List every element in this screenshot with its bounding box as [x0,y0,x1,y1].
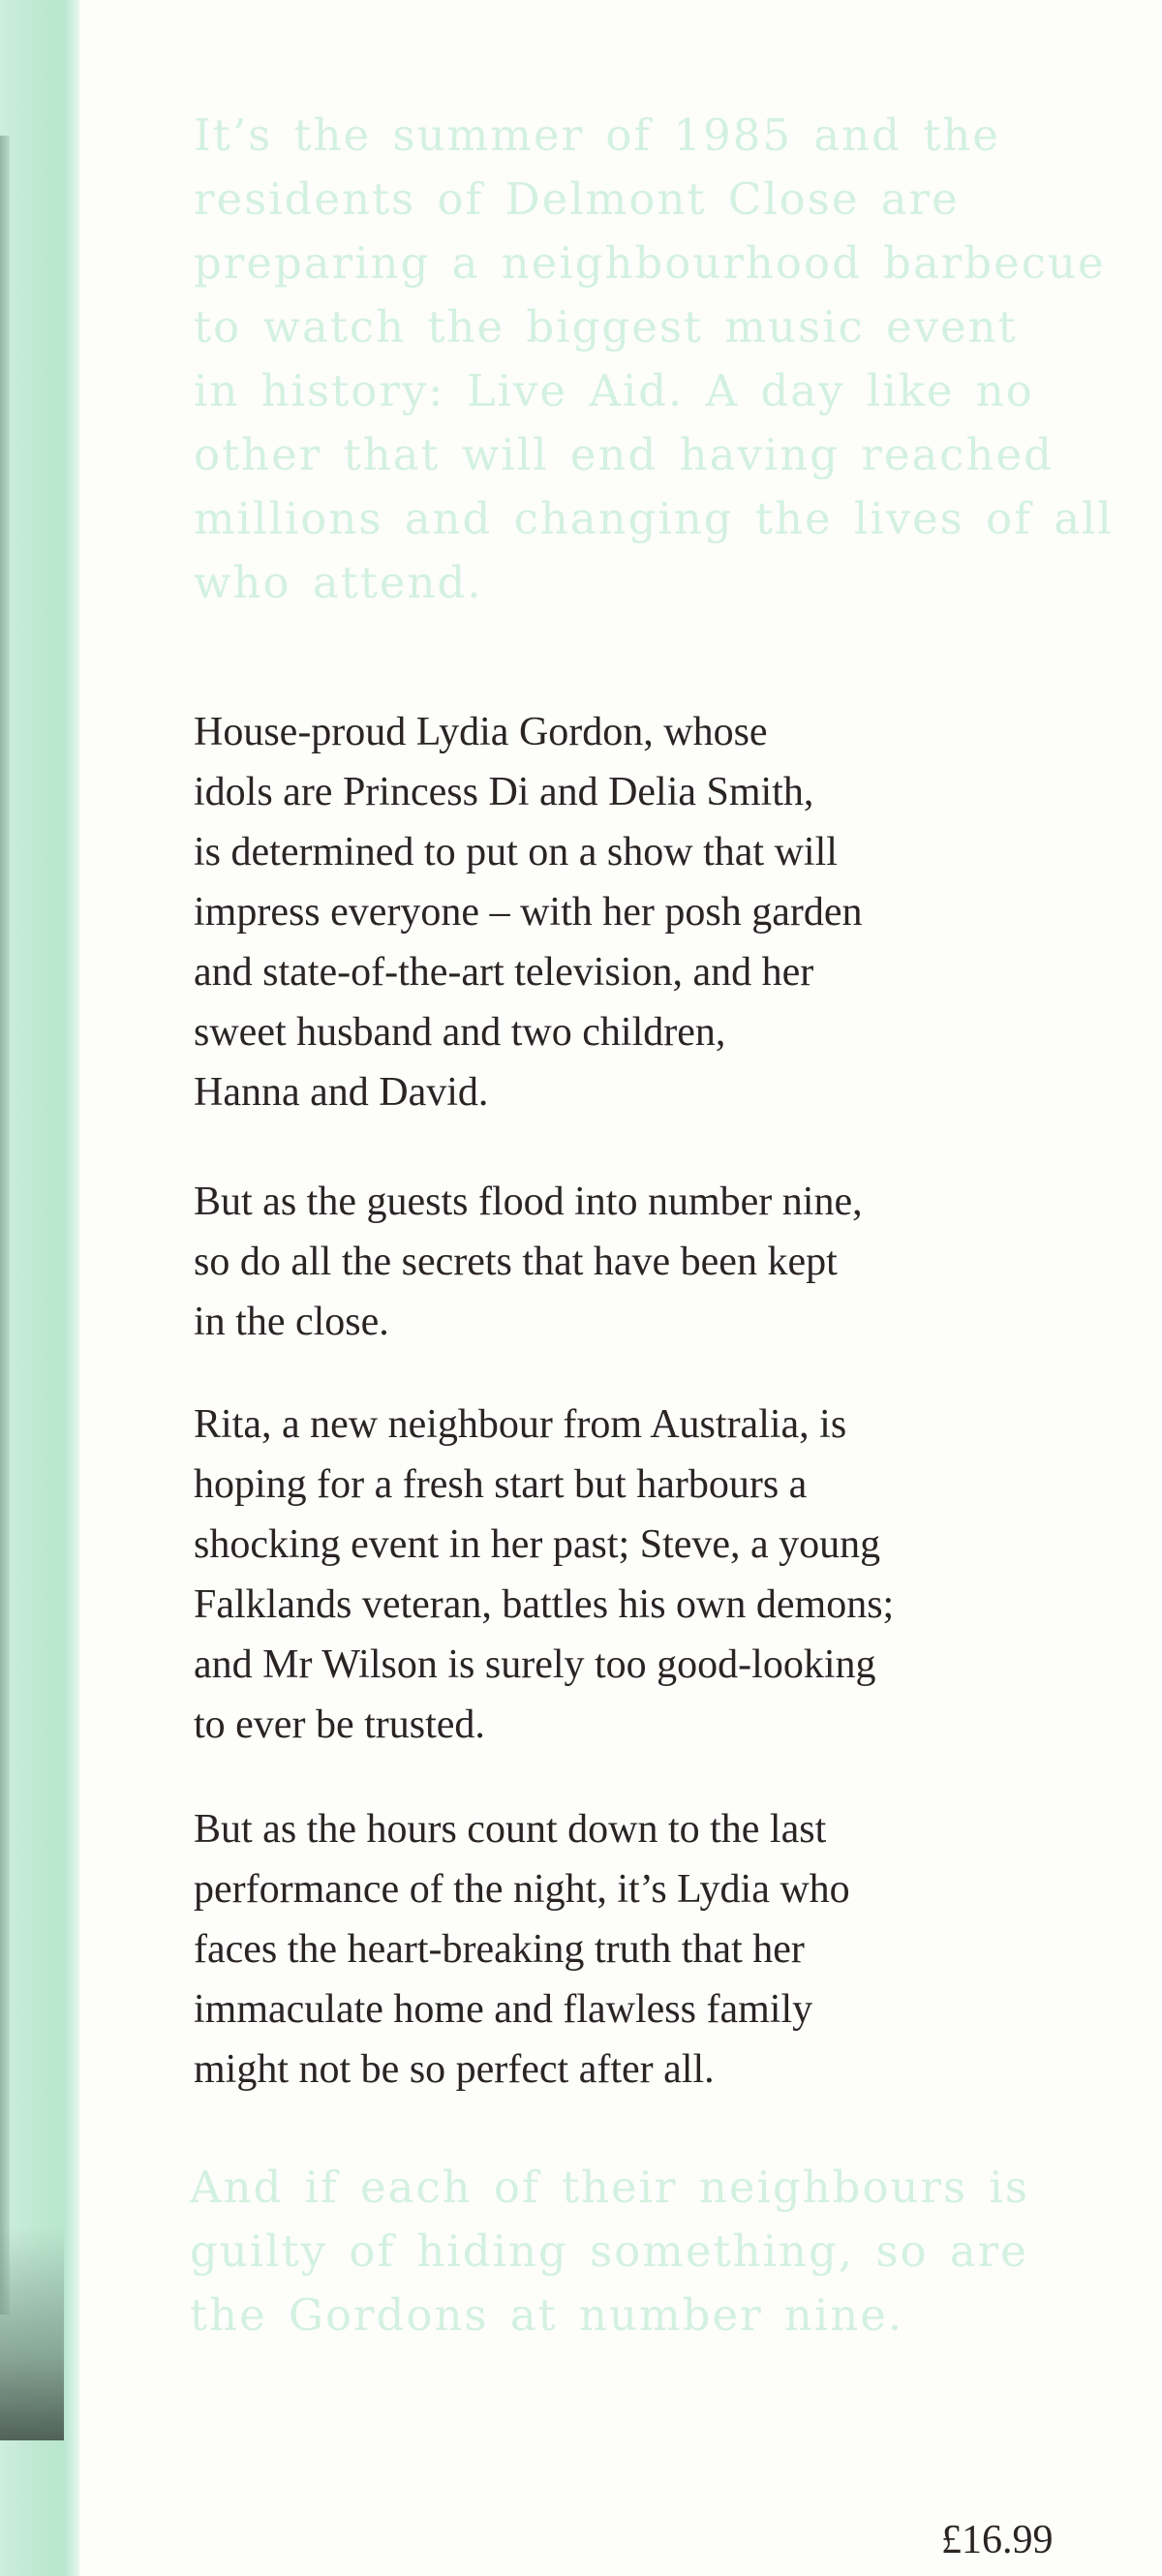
intro-line: millions and changing the lives of all [194,493,1114,544]
blurb-line: faces the heart-breaking truth that her [194,1927,805,1972]
blurb-line: idols are Princess Di and Delia Smith, [194,770,814,814]
spine-edge [64,0,79,2576]
intro-line: other that will end having reached [194,429,1054,480]
blurb-line: and Mr Wilson is surely too good-looking [194,1642,876,1687]
blurb-line: Hanna and David. [194,1070,489,1115]
blurb-line: and state-of-the-art television, and her [194,950,814,995]
intro-line: who attend. [194,557,483,608]
price-label: £16.99 [941,2518,1054,2562]
blurb-line: House-proud Lydia Gordon, whose [194,710,768,754]
blurb-line: sweet husband and two children, [194,1010,726,1055]
blurb-paragraph-4 [194,1799,1065,2100]
intro-paragraph [194,104,1114,615]
blurb-line: But as the hours count down to the last [194,1807,827,1852]
blurb-line: shocking event in her past; Steve, a young [194,1522,881,1567]
blurb-line: performance of the night, it’s Lydia who [194,1867,850,1912]
spine-bottom-shadow [0,2227,70,2440]
blurb-line: hoping for a fresh start but harbours a [194,1462,808,1507]
blurb-line: in the close. [194,1300,389,1344]
closing-line: guilty of hiding something, so are [190,2225,1028,2277]
intro-line: residents of Delmont Close are [194,173,960,225]
intro-line: preparing a neighbourhood barbecue [194,237,1106,289]
intro-line: in history: Live Aid. A day like no [194,365,1034,416]
blurb-line: to ever be trusted. [194,1702,485,1747]
blurb-paragraph-3 [194,1395,1065,1755]
blurb-line: Falklands veteran, battles his own demons; [194,1582,895,1627]
spine-shadow [0,136,10,2315]
blurb-line: impress everyone – with her posh garden [194,890,863,935]
blurb-line: is determined to put on a show that will [194,830,838,874]
blurb-paragraph-2 [194,1172,1065,1352]
blurb-line: immaculate home and flawless family [194,1987,813,2032]
closing-line: And if each of their neighbours is [190,2162,1029,2213]
blurb-line: Rita, a new neighbour from Australia, is [194,1402,847,1447]
blurb-line: But as the guests flood into number nine, [194,1180,863,1224]
intro-line: to watch the biggest music event [194,301,1018,353]
blurb-line: might not be so perfect after all. [194,2047,715,2092]
intro-line: It’s the summer of 1985 and the [194,109,1000,161]
closing-line: the Gordons at number nine. [190,2289,904,2341]
blurb-line: so do all the secrets that have been kept [194,1240,838,1284]
closing-paragraph [190,2156,1061,2347]
blurb-paragraph-1 [194,702,1065,1122]
